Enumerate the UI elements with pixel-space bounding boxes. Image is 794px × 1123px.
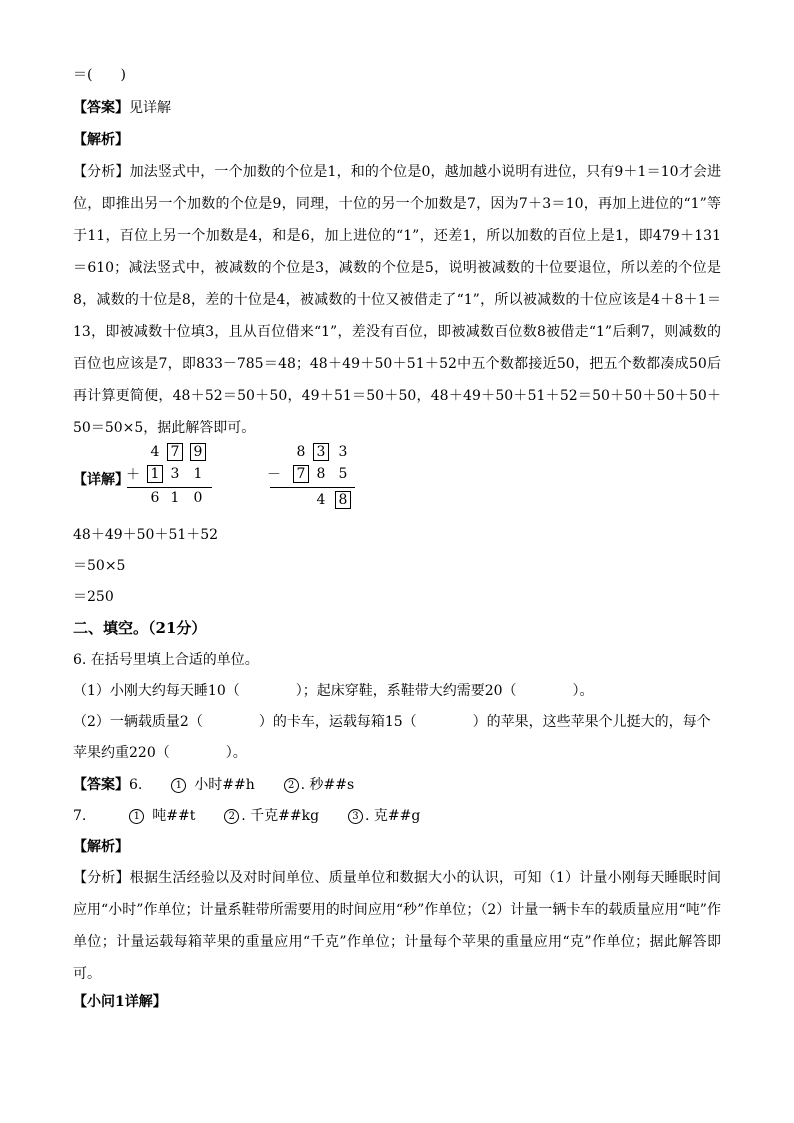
answer7-item3: . 克##g (364, 808, 421, 824)
answer-line-1 (73, 99, 171, 117)
calc-line-1: 48＋49＋50＋51＋52 (73, 527, 219, 543)
calc-line-2: ＝50×5 (73, 558, 126, 574)
answer-line-6 (73, 776, 354, 794)
minus-sign: － (267, 467, 281, 483)
add-hundreds-mid-box: 1 (147, 465, 163, 483)
answer-tag: 【答案】 (73, 100, 129, 116)
q6-sub2b: 苹果约重220（ ）。 (73, 745, 247, 761)
detail-tag: 【详解】 (73, 472, 129, 488)
sub-tens-top-box: 3 (313, 443, 329, 461)
sub-ones-mid: 5 (338, 466, 348, 482)
calc-line-3: ＝250 (73, 589, 114, 605)
circle-number-icon: 1 (129, 809, 144, 824)
analysis-paragraph-1: 【分析】加法竖式中，一个加数的个位是1，和的个位是0，越加越小说明有进位，只有9＋1＝10才会进位，即推出另一个加数的个位是9，同理，十位的另一个加数是7，因为7＋3＝10，再加上进位的“1”等于11，百位上另一个加数是4，和是6，加上进位的“1”，还差1，所以加数的百位上是1，即479＋131＝610；减法竖式中，被减数的个位是3，减数的个位是5，说明被减数的十位要退位，所以差的个位是8，减数的十位是8，差的十位是4，被减数的十位又被借走了“1”，所以被减数的十位应该是4＋8＋1＝13，即被减数十位填3，且从百位借来“1”，差没有百位，即被减数百位数8被借走“1”后剩7，则减数的百位也应该是7，即833－785＝48；48＋49＋50＋51＋52中五个数都接近50，把五个数都凑成50后再计算更简便，48＋52＝50＋50，49＋51＝50＋50，48＋49＋50＋51＋52＝50＋50＋50＋50＋50＝50×5，据此解答即可。 (73, 164, 721, 436)
sub-diff-ones-box: 8 (335, 491, 351, 509)
answer6-num: 6. (129, 777, 143, 793)
analysis-paragraph-2: 【分析】根据生活经验以及对时间单位、质量单位和数据大小的认识，可知（1）计量小刚每天睡眠时间应用“小时”作单位；计量系鞋带所需要用的时间应用“秒”作单位；（2）计量一辆卡车的载质量应用“吨”作单位；计量运载每箱苹果的重量应用“千克”作单位；计量每个苹果的重量应用“克”作单位；据此解答即可。 (73, 870, 721, 982)
add-ones-top-box: 9 (190, 443, 206, 461)
answer-line-7 (73, 807, 420, 825)
answer7-item1: 吨##t (152, 808, 196, 824)
small-question-1-tag: 【小问1详解】 (73, 994, 167, 1010)
analysis-tag-1: 【解析】 (73, 132, 129, 148)
answer7-num: 7. (73, 808, 87, 824)
subtraction-rule (270, 487, 355, 488)
answer7-item2: . 千克##kg (241, 808, 320, 824)
sub-tens-mid: 8 (316, 466, 326, 482)
circle-number-icon: 1 (171, 778, 186, 793)
sub-ones-top: 3 (338, 444, 348, 460)
q6-sub2a: （2）一辆载质量2（ ）的卡车，运载每箱15（ ）的苹果，这些苹果个儿挺大的，每个 (73, 714, 711, 730)
add-ones-mid: 1 (193, 466, 203, 482)
sub-hundreds-top: 8 (296, 444, 306, 460)
add-tens-top-box: 7 (167, 443, 183, 461)
q6-title: 6. 在括号里填上合适的单位。 (73, 652, 259, 668)
addition-rule (127, 487, 212, 488)
add-tens-mid: 3 (170, 466, 180, 482)
blank-equals: ＝( ) (73, 67, 126, 83)
circle-number-icon: 2 (284, 778, 299, 793)
add-sum-tens: 1 (170, 490, 180, 506)
circle-number-icon: 2 (224, 809, 239, 824)
section-2-title: 二、填空。（21分） (73, 619, 207, 637)
answer6-item2: . 秒##s (300, 777, 355, 793)
sub-hundreds-mid-box: 7 (293, 465, 309, 483)
add-sum-ones: 0 (193, 490, 203, 506)
answer-tag-6: 【答案】 (73, 777, 129, 793)
answer-text: 见详解 (129, 100, 171, 116)
add-sum-hundreds: 6 (150, 490, 160, 506)
answer6-item1: 小时##h (194, 777, 255, 793)
add-hundreds-top: 4 (150, 444, 160, 460)
q6-sub1: （1）小刚大约每天睡10（ ）；起床穿鞋，系鞋带大约需要20（ ）。 (73, 683, 594, 699)
circle-number-icon: 3 (348, 809, 363, 824)
analysis-tag-2: 【解析】 (73, 839, 129, 855)
sub-diff-tens: 4 (316, 492, 326, 508)
plus-sign: ＋ (126, 467, 140, 483)
